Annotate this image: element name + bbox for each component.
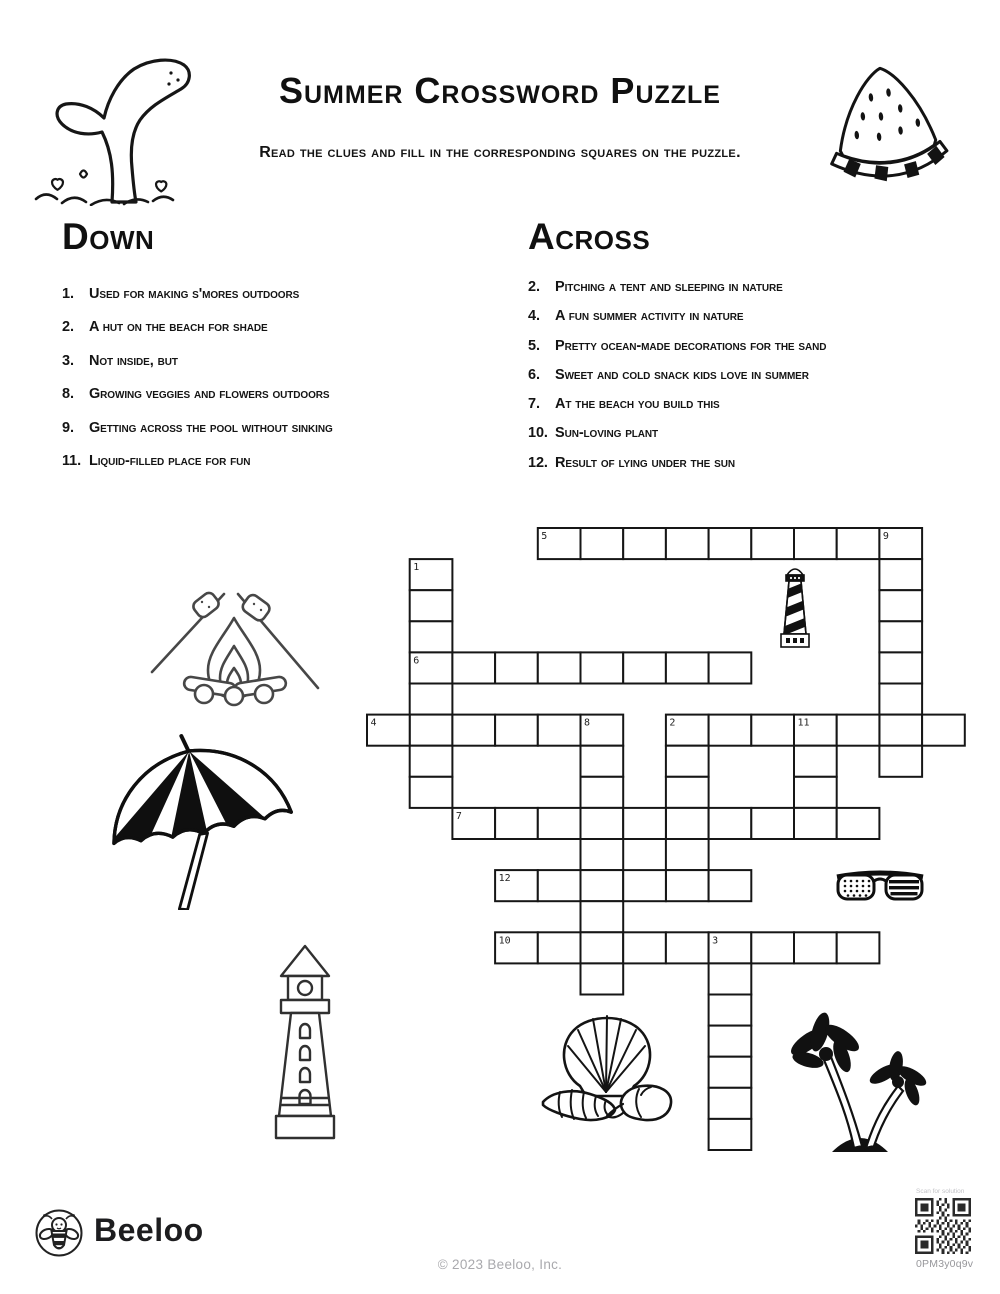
grid-cell[interactable]: [538, 715, 581, 746]
grid-cell[interactable]: [709, 715, 752, 746]
grid-number: 12: [498, 873, 511, 885]
grid-cell[interactable]: [581, 839, 624, 870]
grid-cell[interactable]: [709, 1057, 752, 1088]
grid-cell[interactable]: [495, 715, 538, 746]
grid-cell[interactable]: [538, 870, 581, 901]
grid-number: 8: [584, 717, 591, 729]
grid-cell[interactable]: [751, 808, 794, 839]
grid-cell[interactable]: [581, 932, 624, 963]
grid-cell[interactable]: [709, 1088, 752, 1119]
across-heading: Across: [528, 216, 651, 257]
page-title: Summer Crossword Puzzle: [278, 70, 721, 111]
grid-cell[interactable]: [581, 901, 624, 932]
grid-cell[interactable]: [666, 777, 709, 808]
grid-cell[interactable]: [837, 932, 880, 963]
grid-cell[interactable]: [623, 870, 666, 901]
grid-cell[interactable]: [623, 932, 666, 963]
campfire-marshmallows-illustration: [146, 566, 324, 708]
clue-text: Not inside, but: [89, 352, 178, 369]
clue-number: 9.: [62, 419, 74, 436]
grid-cell[interactable]: [879, 559, 922, 590]
grid-cell[interactable]: [623, 808, 666, 839]
sunglasses-illustration: [834, 866, 926, 906]
qr-code-text: 0PM3y0q9v: [916, 1258, 974, 1270]
clue-number: 7.: [528, 396, 540, 413]
grid-number: 10: [498, 935, 511, 947]
clue-text: Sweet and cold snack kids love in summer: [555, 366, 809, 383]
clue-number: 4.: [528, 308, 540, 325]
grid-number: 5: [541, 531, 548, 542]
clue-number: 6.: [528, 366, 540, 383]
grid-cell[interactable]: [666, 528, 709, 559]
grid-number: 7: [455, 810, 462, 822]
grid-cell[interactable]: [794, 808, 837, 839]
clue-text: Sun-loving plant: [555, 425, 659, 442]
clue-text: Growing veggies and flowers outdoors: [89, 386, 330, 403]
clue-number: 8.: [62, 386, 74, 403]
grid-cell[interactable]: [794, 777, 837, 808]
grid-cell[interactable]: [922, 715, 965, 746]
grid-cell[interactable]: [538, 652, 581, 683]
beach-umbrella-illustration: [90, 728, 308, 910]
grid-cell[interactable]: [879, 590, 922, 621]
grid-cell[interactable]: [709, 652, 752, 683]
clue-number: 2.: [62, 319, 74, 336]
clue-text: Liquid-filled place for fun: [89, 452, 251, 469]
grid-cell[interactable]: [581, 808, 624, 839]
grid-cell[interactable]: [666, 839, 709, 870]
grid-cell[interactable]: [581, 528, 624, 559]
grid-cell[interactable]: [709, 528, 752, 559]
grid-cell[interactable]: [538, 808, 581, 839]
beeloo-bee-logo-icon: [34, 1208, 84, 1258]
grid-cell[interactable]: [581, 870, 624, 901]
lighthouse-striped-small-illustration: [778, 562, 812, 654]
qr-caption: Scan for solution: [916, 1188, 965, 1195]
grid-cell[interactable]: [751, 932, 794, 963]
grid-cell[interactable]: [581, 652, 624, 683]
grid-cell[interactable]: [666, 746, 709, 777]
grid-cell[interactable]: [581, 746, 624, 777]
clue-number: 11.: [62, 452, 82, 469]
grid-cell[interactable]: [623, 652, 666, 683]
grid-cell[interactable]: [709, 808, 752, 839]
grid-cell[interactable]: [666, 932, 709, 963]
grid-number: 9: [882, 531, 889, 542]
qr-block: [915, 1188, 977, 1270]
grid-cell[interactable]: [837, 528, 880, 559]
grid-number: 2: [669, 717, 676, 729]
clue-number: 5.: [528, 337, 540, 354]
grid-number: 11: [797, 717, 810, 729]
grid-cell[interactable]: [581, 777, 624, 808]
copyright-text: © 2023 Beeloo, Inc.: [437, 1257, 563, 1272]
grid-cell[interactable]: [709, 1026, 752, 1057]
grid-cell[interactable]: [879, 684, 922, 715]
clue-number: 2.: [528, 279, 540, 295]
grid-cell[interactable]: [581, 963, 624, 994]
grid-cell[interactable]: [879, 652, 922, 683]
clue-text: Getting across the pool without sinking: [89, 419, 333, 436]
grid-cell[interactable]: [879, 746, 922, 777]
grid-cell[interactable]: [666, 808, 709, 839]
grid-cell[interactable]: [879, 715, 922, 746]
grid-cell[interactable]: [538, 932, 581, 963]
grid-cell[interactable]: [751, 528, 794, 559]
clue-text: A fun summer activity in nature: [555, 308, 744, 325]
clue-number: 3.: [62, 352, 74, 369]
down-heading: Down: [62, 216, 155, 257]
grid-cell[interactable]: [666, 870, 709, 901]
grid-cell[interactable]: [495, 808, 538, 839]
clue-number: 12.: [528, 454, 548, 471]
grid-cell[interactable]: [709, 963, 752, 994]
grid-number: 4: [370, 717, 377, 729]
clue-number: 1.: [62, 286, 74, 302]
grid-cell[interactable]: [410, 746, 453, 777]
grid-cell[interactable]: [709, 870, 752, 901]
clue-text: Pretty ocean-made decorations for the sand: [555, 337, 827, 354]
lighthouse-outline-large-illustration: [264, 940, 346, 1140]
clue-text: Pitching a tent and sleeping in nature: [555, 279, 783, 295]
grid-cell[interactable]: [709, 995, 752, 1026]
brand-wordmark: Beeloo: [94, 1212, 204, 1248]
grid-cell[interactable]: [794, 746, 837, 777]
seashells-illustration: [538, 1004, 676, 1126]
grid-cell[interactable]: [837, 715, 880, 746]
page-subtitle: Read the clues and fill in the corresponding squares on the puzzle.: [259, 144, 741, 161]
grid-number: 3: [712, 935, 719, 947]
grid-cell[interactable]: [837, 808, 880, 839]
qr-code: [915, 1198, 971, 1254]
grid-number: 6: [413, 655, 420, 667]
grid-cell[interactable]: [879, 621, 922, 652]
grid-cell[interactable]: [452, 715, 495, 746]
grid-cell[interactable]: [452, 652, 495, 683]
grid-cell[interactable]: [410, 590, 453, 621]
grid-cell[interactable]: [410, 715, 453, 746]
palm-trees-illustration: [784, 996, 934, 1154]
clue-text: Result of lying under the sun: [555, 454, 735, 471]
grid-cell[interactable]: [410, 684, 453, 715]
grid-cell[interactable]: [666, 652, 709, 683]
grid-cell[interactable]: [495, 652, 538, 683]
clue-text: Used for making s'mores outdoors: [89, 286, 300, 302]
grid-cell[interactable]: [709, 1119, 752, 1150]
grid-cell[interactable]: [794, 528, 837, 559]
clue-number: 10.: [528, 425, 548, 442]
grid-cell[interactable]: [751, 715, 794, 746]
grid-cell[interactable]: [410, 621, 453, 652]
clue-text: At the beach you build this: [555, 396, 720, 413]
grid-cell[interactable]: [794, 932, 837, 963]
grid-cell[interactable]: [623, 528, 666, 559]
clue-text: A hut on the beach for shade: [89, 319, 268, 336]
grid-cell[interactable]: [410, 777, 453, 808]
grid-number: 1: [413, 562, 420, 574]
